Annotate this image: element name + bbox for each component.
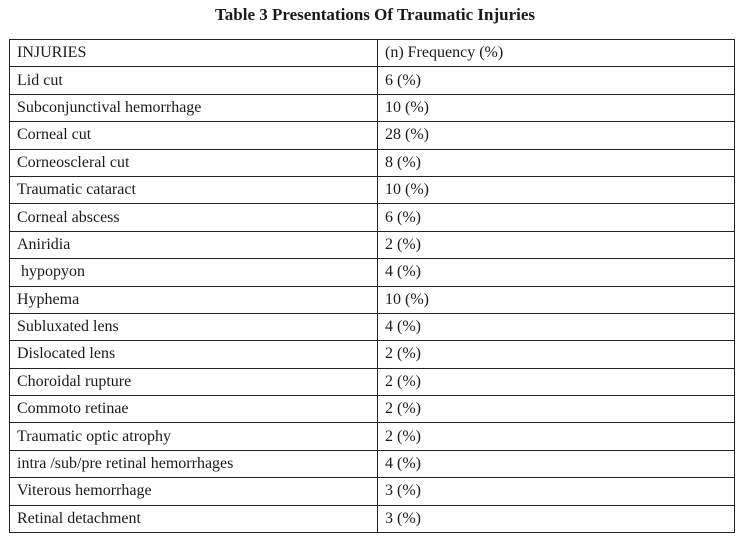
- table-row: [10, 176, 735, 203]
- frequency-cell: 2 (%): [378, 423, 735, 450]
- frequency-cell: 8 (%): [378, 149, 735, 176]
- injury-name-cell: Choroidal rupture: [10, 368, 378, 395]
- frequency-cell: 2 (%): [378, 396, 735, 423]
- injury-name-cell: Aniridia: [10, 231, 378, 258]
- frequency-cell: 4 (%): [378, 450, 735, 477]
- injury-name-cell: Subconjunctival hemorrhage: [10, 94, 378, 121]
- injury-name-cell: Corneoscleral cut: [10, 149, 378, 176]
- frequency-cell: 10 (%): [378, 176, 735, 203]
- injury-name-cell: Traumatic cataract: [10, 176, 378, 203]
- table-row: [10, 149, 735, 176]
- table-row: [10, 231, 735, 258]
- frequency-cell: 6 (%): [378, 67, 735, 94]
- injury-name-cell: Dislocated lens: [10, 341, 378, 368]
- injury-name-cell: Subluxated lens: [10, 313, 378, 340]
- frequency-cell: 3 (%): [378, 478, 735, 505]
- frequency-cell: 10 (%): [378, 286, 735, 313]
- table-row: [10, 505, 735, 532]
- table-row: [10, 450, 735, 477]
- header-injuries: INJURIES: [10, 40, 378, 67]
- injuries-table: [9, 39, 735, 533]
- table-row: [10, 341, 735, 368]
- injury-name-cell: Retinal detachment: [10, 505, 378, 532]
- table-row: [10, 204, 735, 231]
- injury-name-cell: Traumatic optic atrophy: [10, 423, 378, 450]
- table-row: [10, 122, 735, 149]
- table-body: [10, 67, 735, 533]
- table-row: [10, 423, 735, 450]
- injury-name-cell: Hyphema: [10, 286, 378, 313]
- header-frequency: (n) Frequency (%): [378, 40, 735, 67]
- table-caption: Table 3 Presentations Of Traumatic Injuries: [214, 5, 535, 24]
- frequency-cell: 28 (%): [378, 122, 735, 149]
- frequency-cell: 10 (%): [378, 94, 735, 121]
- frequency-cell: 4 (%): [378, 313, 735, 340]
- frequency-cell: 2 (%): [378, 368, 735, 395]
- frequency-cell: 4 (%): [378, 259, 735, 286]
- table-row: [10, 368, 735, 395]
- injury-name-cell: Commoto retinae: [10, 396, 378, 423]
- table-row: [10, 396, 735, 423]
- table-row: [10, 67, 735, 94]
- frequency-cell: 2 (%): [378, 231, 735, 258]
- injury-name-cell: Corneal cut: [10, 122, 378, 149]
- table-row: [10, 94, 735, 121]
- table-row: [10, 478, 735, 505]
- injury-name-cell: Lid cut: [10, 67, 378, 94]
- injury-name-cell: intra /sub/pre retinal hemorrhages: [10, 450, 378, 477]
- injury-name-cell: Corneal abscess: [10, 204, 378, 231]
- injury-name-cell: hypopyon: [10, 259, 378, 286]
- table-row: [10, 286, 735, 313]
- injury-name-cell: Viterous hemorrhage: [10, 478, 378, 505]
- frequency-cell: 3 (%): [378, 505, 735, 532]
- frequency-cell: 2 (%): [378, 341, 735, 368]
- table-header-row: [10, 40, 735, 67]
- table-row: [10, 313, 735, 340]
- table-row: [10, 259, 735, 286]
- frequency-cell: 6 (%): [378, 204, 735, 231]
